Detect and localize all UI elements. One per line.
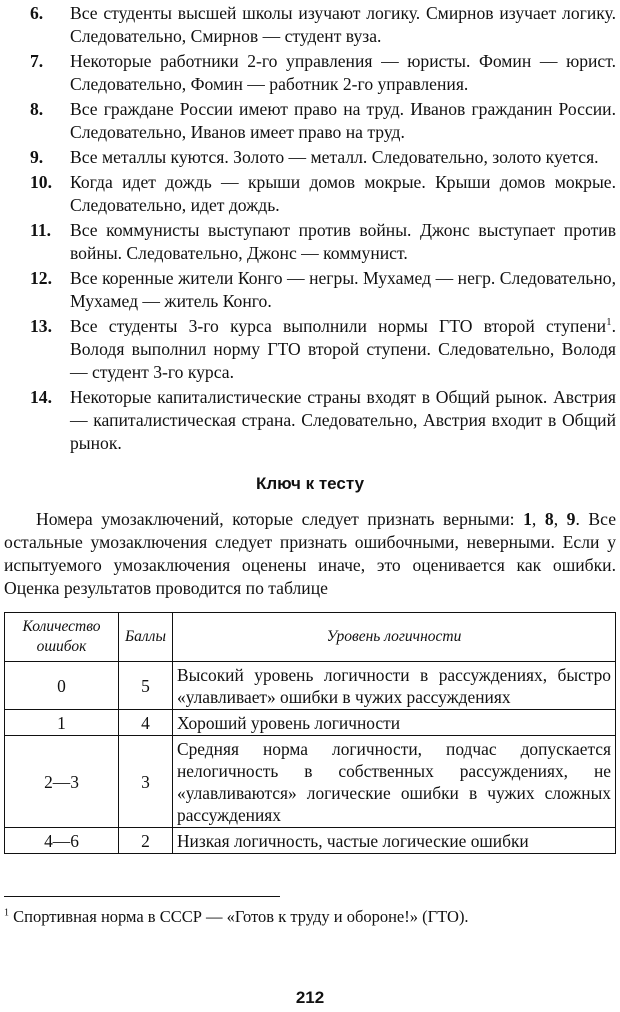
table-row — [5, 662, 616, 710]
list-item — [30, 315, 616, 384]
item-text: Все студенты высшей школы изучают логику. Смирнов изучает логику. Следовательно, Смирнов — студент вуза. — [70, 3, 616, 46]
cell-level: Низкая логичность, частые логические ошибки — [173, 828, 616, 854]
item-number: 12. — [30, 268, 52, 288]
cell-errors: 2—3 — [5, 736, 119, 828]
table-row — [5, 710, 616, 736]
cell-errors: 4—6 — [5, 828, 119, 854]
correct-number: 1 — [523, 509, 532, 529]
list-item — [30, 98, 616, 144]
cell-level: Высокий уровень логичности в рассуждениях, быстро «улавливает» ошибки в чужих рассуждениях — [173, 662, 616, 710]
header-errors: Количество ошибок — [5, 613, 119, 662]
item-number: 9. — [30, 147, 44, 167]
footnote-text: Спортивная норма в СССР — «Готов к труду и обороне!» (ГТО). — [9, 907, 469, 926]
item-text: Все коммунисты выступают против войны. Джонс выступает против войны. Следовательно, Джонс — коммунист. — [70, 220, 616, 263]
item-text: Некоторые работники 2-го управления — юристы. Фомин — юрист. Следовательно, Фомин — работник 2-го управления. — [70, 51, 616, 94]
item-text: Все коренные жители Конго — негры. Мухамед — негр. Следовательно, Мухамед — житель Конго. — [70, 268, 616, 311]
cell-level: Средняя норма логичности, подчас допускается нелогичность в собственных рассуждениях, не «улавливаются» логические ошибки в чужих сложных рассуждениях — [173, 736, 616, 828]
section-heading: Ключ к тесту — [255, 474, 365, 493]
table-row — [5, 828, 616, 854]
list-item — [30, 2, 616, 48]
item-number: 6. — [30, 3, 44, 23]
item-number: 8. — [30, 99, 44, 119]
item-number: 7. — [30, 51, 44, 71]
item-text: Все металлы куются. Золото — металл. Следовательно, золото куется. — [70, 147, 599, 167]
list-item — [30, 171, 616, 217]
cell-level: Хороший уровень логичности — [173, 710, 616, 736]
table-header-row — [5, 613, 616, 662]
cell-points: 5 — [119, 662, 173, 710]
separator: , — [531, 509, 545, 529]
list-item — [30, 267, 616, 313]
item-number: 14. — [30, 387, 52, 407]
exercise-list — [30, 0, 616, 457]
footnote-divider — [4, 896, 280, 897]
list-item — [30, 146, 616, 169]
page-number: 212 — [295, 988, 325, 1007]
correct-number: 8 — [544, 509, 554, 529]
key-paragraph — [4, 508, 616, 600]
list-item — [30, 219, 616, 265]
header-level: Уровень логичности — [173, 613, 616, 662]
item-text-part: Все студенты 3-го курса выполнили нормы ГТО второй ступени — [70, 316, 607, 336]
item-text — [70, 315, 616, 384]
list-item — [30, 50, 616, 96]
cell-points: 2 — [119, 828, 173, 854]
separator: , — [553, 509, 567, 529]
header-points: Баллы — [119, 613, 173, 662]
separator: . — [575, 509, 580, 529]
item-number: 11. — [30, 220, 52, 240]
correct-number: 9 — [566, 509, 576, 529]
score-table — [4, 612, 616, 854]
cell-errors: 1 — [5, 710, 119, 736]
footnote-marker: 1 — [4, 907, 9, 919]
footnote-reference[interactable]: 1 — [606, 316, 612, 329]
table-row — [5, 736, 616, 828]
cell-points: 4 — [119, 710, 173, 736]
footnote — [4, 906, 469, 928]
item-text: Некоторые капиталистические страны входят в Общий рынок. Австрия — капиталистическая страна. Следовательно, Австрия входит в Общий рынок. — [70, 387, 616, 453]
item-text: Когда идет дождь — крыши домов мокрые. Крыши домов мокрые. Следовательно, идет дождь. — [70, 172, 616, 215]
item-text-part: . Володя выполнил норму ГТО второй ступени. Следовательно, Володя — студент 3-го курса. — [70, 316, 616, 382]
paragraph-text: Номера умозаключений, которые следует признать верными: — [36, 509, 524, 529]
list-item — [30, 386, 616, 455]
item-text: Все граждане России имеют право на труд. Иванов гражданин России. Следовательно, Иванов имеет право на труд. — [70, 99, 616, 142]
cell-errors: 0 — [5, 662, 119, 710]
item-number: 13. — [30, 316, 52, 336]
cell-points: 3 — [119, 736, 173, 828]
item-number: 10. — [30, 172, 52, 192]
paragraph-text: Все остальные умозаключения следует признать ошибочными, неверными. Если у испытуемого умозаключения оценены иначе, это оценивается как ошибки. Оценка результатов проводится по таблице — [4, 509, 616, 598]
